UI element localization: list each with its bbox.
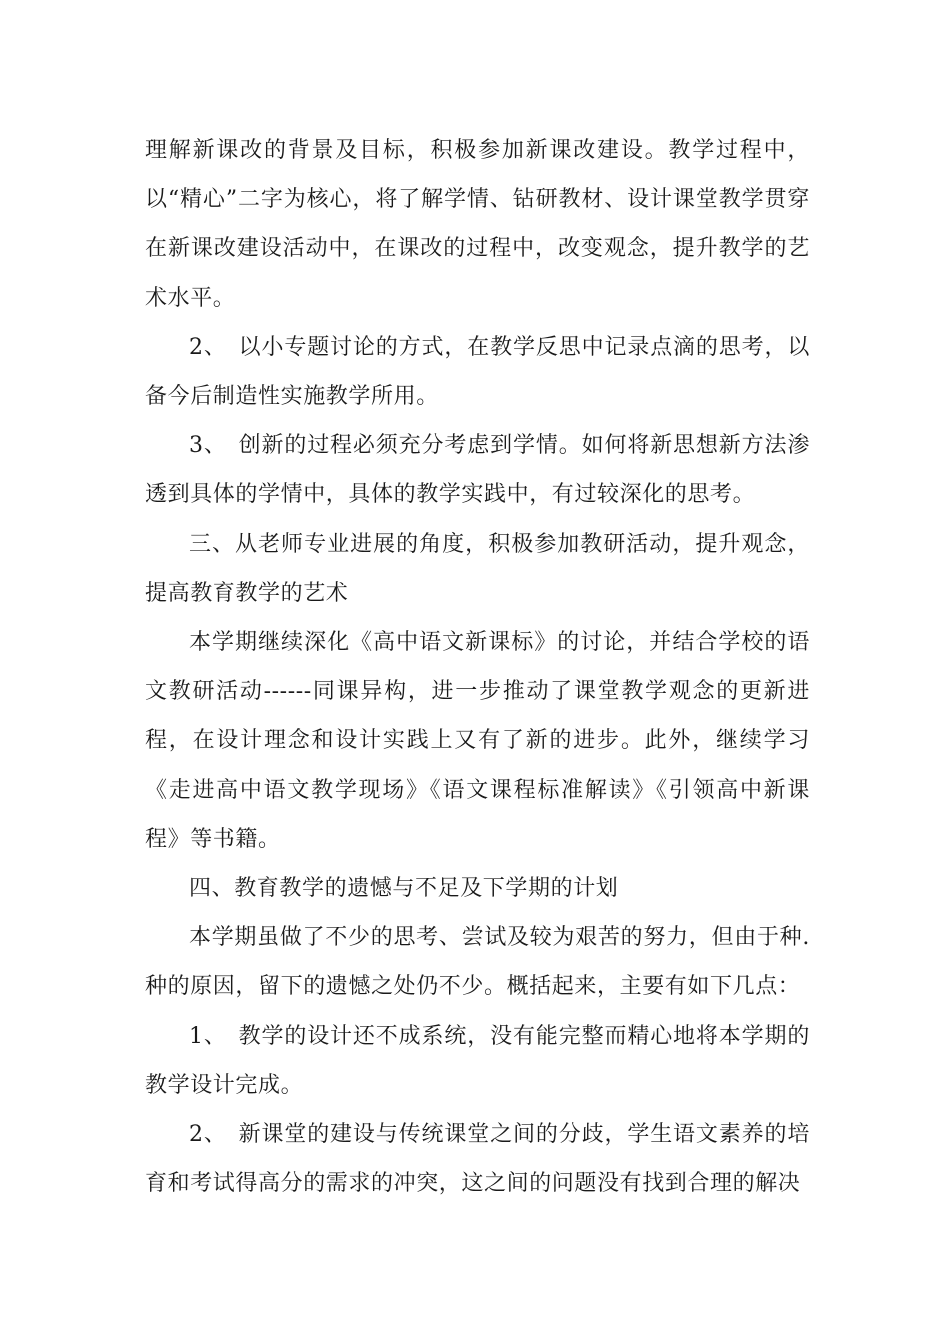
section-heading-four: 四、教育教学的遗憾与不足及下学期的计划 — [189, 876, 619, 902]
paragraph-point-2-topics: 2、 以小专题讨论的方式，在教学反思中记录点滴的思考，以备今后制造性实施教学所用。 — [145, 334, 810, 410]
document-body — [145, 126, 810, 1208]
paragraph-background-goals: 理解新课改的背景及目标，积极参加新课改建设。教学过程中，以“精心”二字为核心，将了解学情、钻研教材、设计课堂教学贯穿在新课改建设活动中，在课改的过程中，改变观念，提升教学的艺术水平。 — [145, 138, 810, 311]
paragraph-point-3-innovation: 3、 创新的过程必须充分考虑到学情。如何将新思想新方法渗透到具体的学情中，具体的教学实践中，有过较深化的思考。 — [145, 433, 810, 508]
paragraph-regret-2: 2、 新课堂的建设与传统课堂之间的分歧，学生语文素养的培育和考试得高分的需求的冲突，这之间的问题没有找到合理的解决 — [145, 1122, 810, 1197]
section-heading-three: 三、从老师专业进展的角度，积极参加教研活动，提升观念，提高教育教学的艺术 — [145, 531, 810, 606]
paragraph-regret-1: 1、 教学的设计还不成系统，没有能完整而精心地将本学期的教学设计完成。 — [145, 1023, 810, 1098]
paragraph-curriculum-study: 本学期继续深化《高中语文新课标》的讨论，并结合学校的语文教研活动------同课异构，进一步推动了课堂教学观念的更新进程，在设计理念和设计实践上又有了新的进步。此外，继续学习《走进高中语文教学现场》《语文课程标准解读》《引领高中新课程》等书籍。 — [145, 630, 810, 852]
paragraph-regrets-intro: 本学期虽做了不少的思考、尝试及较为艰苦的努力，但由于种.种的原因，留下的遗憾之处仍不少。概括起来，主要有如下几点： — [145, 925, 810, 1000]
